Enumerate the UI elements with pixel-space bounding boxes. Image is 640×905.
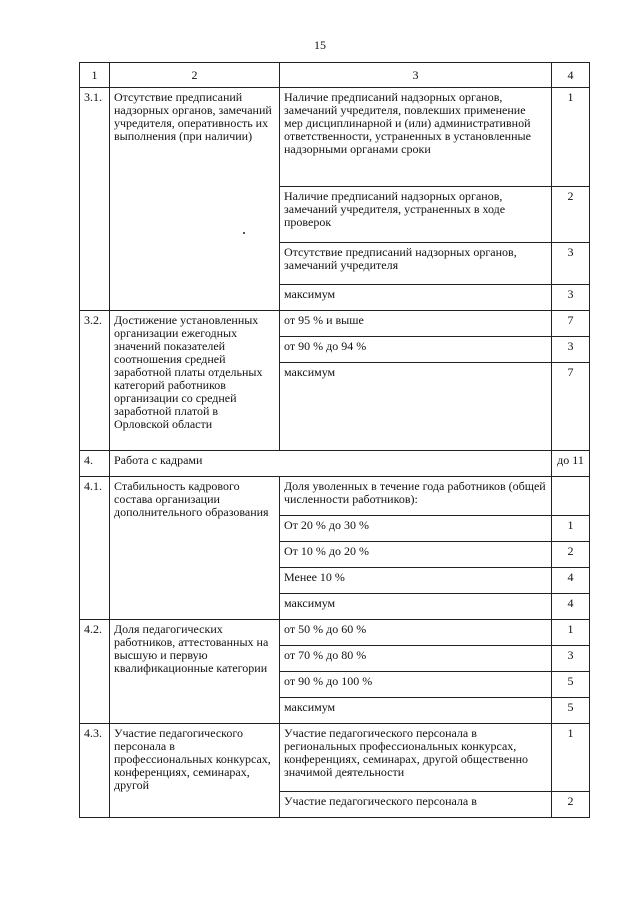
table-row	[80, 620, 590, 646]
indicator-score: 4	[552, 594, 590, 620]
table-row	[80, 724, 590, 792]
indicator-score: 1	[552, 88, 590, 187]
header-cell: 2	[110, 63, 280, 88]
criterion-number: 3.1.	[80, 88, 110, 311]
criterion-number: 4.1.	[80, 477, 110, 620]
indicator-text: от 90 % до 100 %	[280, 672, 552, 698]
indicator-score: 2	[552, 187, 590, 243]
section-number: 4.	[80, 451, 110, 477]
indicator-text: максимум	[280, 285, 552, 311]
indicator-score: 7	[552, 311, 590, 337]
indicator-text: Наличие предписаний надзорных органов, замечаний учредителя, повлекших применение мер дисциплинарной и (или) административной ответственности, устраненных в установленные надзорными органами сроки	[280, 88, 552, 187]
indicator-score: 5	[552, 698, 590, 724]
table-row	[80, 477, 590, 516]
indicator-text: от 70 % до 80 %	[280, 646, 552, 672]
indicator-text: Участие педагогического персонала в	[280, 792, 552, 818]
criterion-number: 4.3.	[80, 724, 110, 818]
indicator-text: от 50 % до 60 %	[280, 620, 552, 646]
indicator-score: 3	[552, 243, 590, 285]
criterion-title: Участие педагогического персонала в профессиональных конкурсах, конференциях, семинарах, другой	[110, 724, 280, 818]
criterion-title: Достижение установленных организации ежегодных значений показателей соотношения средней заработной платы отдельных категорий работников организации со средней заработной платой в Орловской области	[110, 311, 280, 451]
criteria-table	[79, 62, 590, 818]
criterion-title: Доля педагогических работников, аттестованных на высшую и первую квалификационные категории	[110, 620, 280, 724]
criterion-number: 3.2.	[80, 311, 110, 451]
indicator-text: максимум	[280, 363, 552, 451]
table-row	[80, 311, 590, 337]
indicator-score: 3	[552, 285, 590, 311]
indicator-score: 7	[552, 363, 590, 451]
table-header-row	[80, 63, 590, 88]
indicator-score: 3	[552, 646, 590, 672]
header-cell: 4	[552, 63, 590, 88]
indicator-text: максимум	[280, 698, 552, 724]
indicator-text: От 20 % до 30 %	[280, 516, 552, 542]
header-cell: 1	[80, 63, 110, 88]
indicator-score	[552, 477, 590, 516]
indicator-score: 3	[552, 337, 590, 363]
indicator-text: Доля уволенных в течение года работников (общей численности работников):	[280, 477, 552, 516]
header-cell: 3	[280, 63, 552, 88]
indicator-text: Менее 10 %	[280, 568, 552, 594]
indicator-text: От 10 % до 20 %	[280, 542, 552, 568]
table-row	[80, 88, 590, 187]
indicator-text: от 90 % до 94 %	[280, 337, 552, 363]
indicator-score: 1	[552, 724, 590, 792]
indicator-score: 1	[552, 620, 590, 646]
table-row	[80, 451, 590, 477]
page-number: 15	[314, 38, 326, 52]
indicator-score: 5	[552, 672, 590, 698]
section-title: Работа с кадрами	[110, 451, 552, 477]
indicator-text: Отсутствие предписаний надзорных органов, замечаний учредителя	[280, 243, 552, 285]
indicator-text: Участие педагогического персонала в региональных профессиональных конкурсах, конференциях, семинарах, другой общественно значимой деятельности	[280, 724, 552, 792]
indicator-text: от 95 % и выше	[280, 311, 552, 337]
indicator-score: 1	[552, 516, 590, 542]
indicator-score: 4	[552, 568, 590, 594]
criterion-title: Стабильность кадрового состава организации дополнительного образования	[110, 477, 280, 620]
criterion-title: Отсутствие предписаний надзорных органов, замечаний учредителя, оперативность их выполнения (при наличии)	[110, 88, 280, 311]
indicator-score: 2	[552, 542, 590, 568]
indicator-text: максимум	[280, 594, 552, 620]
criterion-number: 4.2.	[80, 620, 110, 724]
indicator-score: 2	[552, 792, 590, 818]
indicator-text: Наличие предписаний надзорных органов, замечаний учредителя, устраненных в ходе проверок	[280, 187, 552, 243]
scan-dot	[243, 232, 245, 234]
section-score: до 11	[552, 451, 590, 477]
